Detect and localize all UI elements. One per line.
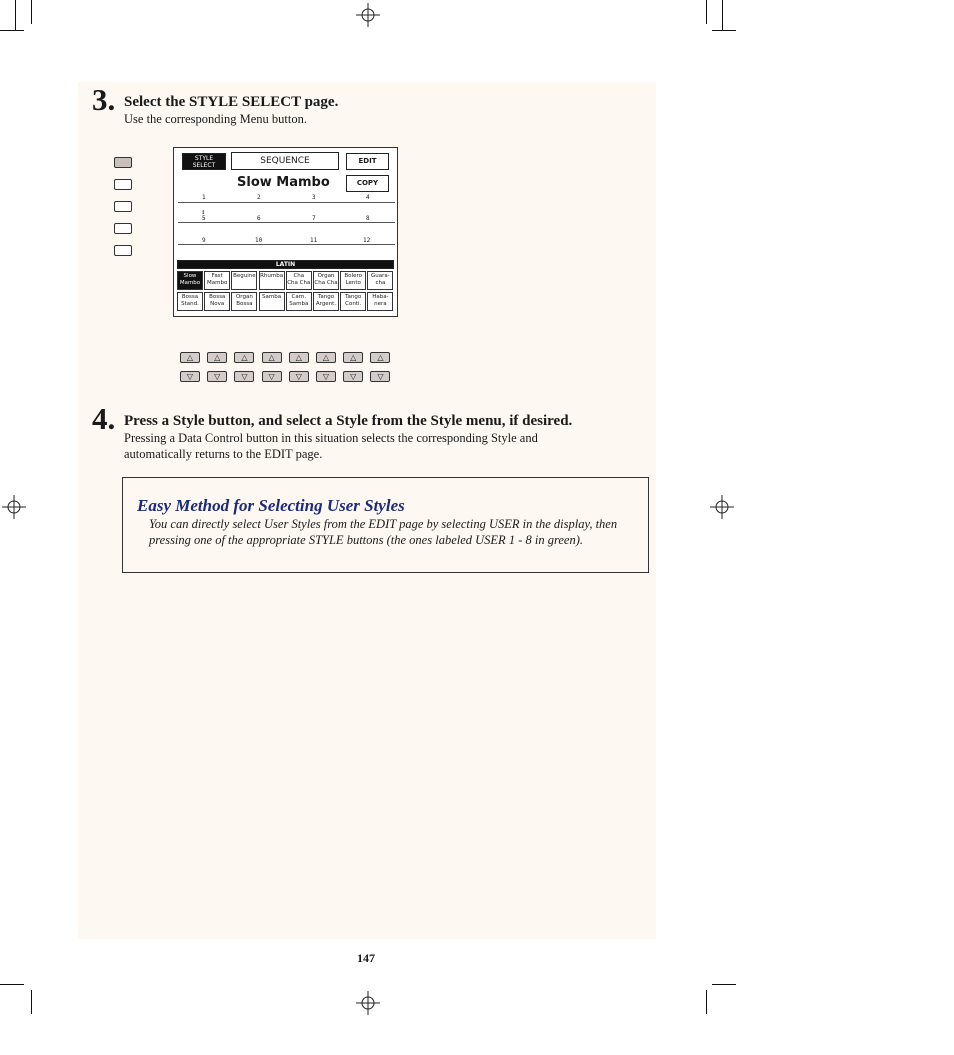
style-cell-line: Nova xyxy=(210,300,225,307)
registration-mark-icon xyxy=(356,3,380,27)
triangle-down-icon: ▽ xyxy=(214,372,221,381)
step-4-number: 4. xyxy=(92,401,116,436)
track-number: 2 xyxy=(257,194,261,201)
data-control-down-button[interactable] xyxy=(207,371,227,382)
style-cell[interactable] xyxy=(286,271,312,290)
menu-button-5[interactable] xyxy=(114,245,132,256)
style-cell[interactable] xyxy=(177,292,203,311)
triangle-up-icon: △ xyxy=(241,353,248,362)
style-cell-line: Bolero xyxy=(344,273,362,279)
track-number: 10 xyxy=(255,237,263,244)
style-cell-line: Cha Cha xyxy=(314,279,338,286)
style-cell-line: Argent. xyxy=(315,300,337,307)
style-cell[interactable] xyxy=(259,292,285,311)
style-select-label: SELECT xyxy=(192,162,216,169)
data-control-down-button[interactable] xyxy=(289,371,309,382)
style-cell-line: Organ xyxy=(317,273,335,279)
data-control-down-button[interactable] xyxy=(234,371,254,382)
triangle-down-icon: ▽ xyxy=(241,372,248,381)
style-cell-line: Fast xyxy=(211,273,223,279)
style-cell[interactable] xyxy=(231,271,257,290)
track-number: 5 xyxy=(202,215,206,222)
sequence-tab[interactable]: SEQUENCE xyxy=(231,152,339,170)
style-name: Slow Mambo xyxy=(237,175,330,190)
track-number: 4 xyxy=(366,194,370,201)
registration-mark-icon xyxy=(356,991,380,1015)
track-number: 6 xyxy=(257,215,261,222)
registration-mark-icon xyxy=(710,495,734,519)
data-control-down-button[interactable] xyxy=(370,371,390,382)
data-control-down-button[interactable] xyxy=(316,371,336,382)
triangle-down-icon: ▽ xyxy=(295,372,302,381)
easy-method-box xyxy=(122,477,649,573)
style-cell[interactable] xyxy=(204,292,230,311)
track-number: 1 xyxy=(202,194,206,201)
step-3-number: 3. xyxy=(92,82,116,117)
style-cell-line: Guara- xyxy=(371,273,390,279)
style-cell-line: Mambo xyxy=(207,279,228,286)
triangle-up-icon: △ xyxy=(214,353,221,362)
registration-mark-icon xyxy=(2,495,26,519)
style-cell-line: Beguine xyxy=(233,273,256,279)
style-cell[interactable] xyxy=(340,292,366,311)
triangle-up-icon: △ xyxy=(186,353,194,362)
step-4-body: Pressing a Data Control button in this situation selects the corresponding Style and automatically returns to the EDIT page. xyxy=(124,431,538,461)
style-cell-line: Organ xyxy=(235,294,253,300)
triangle-up-icon: △ xyxy=(377,353,384,362)
style-cell-line: Cha xyxy=(293,273,305,279)
cursor-arrow-icon: ↕ xyxy=(201,208,206,216)
triangle-up-icon: △ xyxy=(268,353,275,362)
triangle-up-icon: △ xyxy=(350,353,357,362)
style-cell[interactable] xyxy=(313,271,339,290)
category-bar: LATIN xyxy=(177,260,394,269)
lcd-display xyxy=(173,147,398,317)
copy-tab[interactable]: COPY xyxy=(346,175,389,192)
track-number: 7 xyxy=(312,215,316,222)
style-cell[interactable] xyxy=(286,292,312,311)
triangle-down-icon: ▽ xyxy=(186,372,194,381)
data-control-up-button[interactable] xyxy=(343,352,363,363)
style-cell-line: Bossa xyxy=(181,294,199,300)
data-control-down-button[interactable] xyxy=(262,371,282,382)
data-control-up-button[interactable] xyxy=(316,352,336,363)
data-control-down-button[interactable] xyxy=(180,371,200,382)
menu-button-2[interactable] xyxy=(114,179,132,190)
track-row-line xyxy=(178,202,395,203)
style-cell-line: Bossa xyxy=(209,294,226,300)
style-cell-line: Tango xyxy=(317,294,335,300)
style-cell[interactable] xyxy=(231,292,257,311)
triangle-down-icon: ▽ xyxy=(268,372,275,381)
style-cell-line: Stand. xyxy=(181,300,199,307)
data-control-down-button[interactable] xyxy=(343,371,363,382)
style-cell[interactable] xyxy=(259,271,285,290)
track-number: 8 xyxy=(366,215,370,222)
step-3-body: Use the corresponding Menu button. xyxy=(124,112,307,126)
triangle-up-icon: △ xyxy=(295,353,302,362)
data-control-up-button[interactable] xyxy=(180,352,200,363)
track-row-line xyxy=(178,222,395,223)
edit-tab[interactable]: EDIT xyxy=(346,153,389,170)
style-cell-line: nera xyxy=(374,300,387,307)
style-cell[interactable] xyxy=(340,271,366,290)
style-select-tab[interactable] xyxy=(182,153,226,170)
page-number: 147 xyxy=(357,951,375,965)
menu-button-4[interactable] xyxy=(114,223,132,234)
track-number: 12 xyxy=(363,237,371,244)
data-control-up-button[interactable] xyxy=(262,352,282,363)
track-number: 11 xyxy=(310,237,318,244)
style-cell[interactable] xyxy=(367,271,393,290)
easy-method-title: Easy Method for Selecting User Styles xyxy=(137,496,405,515)
style-cell-line: Tango xyxy=(345,294,362,300)
triangle-up-icon: △ xyxy=(322,353,330,362)
track-row-line xyxy=(178,244,395,245)
style-cell-line: Conti. xyxy=(345,300,362,307)
style-cell-line: Carn. xyxy=(291,294,307,300)
style-cell-line: Slow xyxy=(183,273,197,279)
data-control-up-button[interactable] xyxy=(234,352,254,363)
track-number: 3 xyxy=(312,194,316,201)
style-cell-line: cha xyxy=(375,279,386,286)
style-cell-line: Lento xyxy=(345,279,361,286)
style-cell-line: Cha Cha xyxy=(287,279,311,286)
track-number: 9 xyxy=(202,237,206,244)
triangle-down-icon: ▽ xyxy=(322,372,330,381)
style-cell[interactable] xyxy=(313,292,339,311)
style-select-label: STYLE xyxy=(194,155,214,162)
menu-button-1[interactable] xyxy=(114,157,132,168)
style-cell[interactable] xyxy=(204,271,230,290)
triangle-down-icon: ▽ xyxy=(350,372,357,381)
data-control-up-button[interactable] xyxy=(207,352,227,363)
style-cell-line: Samba xyxy=(289,300,309,307)
triangle-down-icon: ▽ xyxy=(377,372,384,381)
data-control-up-button[interactable] xyxy=(370,352,390,363)
style-cell-line: Bossa xyxy=(236,300,253,307)
easy-method-body: You can directly select User Styles from the EDIT page by selecting USER in the display, then pressing one of the appropriate STYLE buttons (the ones labeled USER 1 - 8 in green). xyxy=(149,517,618,547)
style-cell-line: Samba xyxy=(262,294,282,300)
data-control-up-button[interactable] xyxy=(289,352,309,363)
step-3-title: Select the STYLE SELECT page. xyxy=(124,94,339,110)
style-cell-line: Rhumba xyxy=(260,273,284,279)
style-cell[interactable] xyxy=(367,292,393,311)
style-cell[interactable] xyxy=(177,271,203,290)
style-cell-line: Haba- xyxy=(372,294,389,300)
step-4-title: Press a Style button, and select a Style from the Style menu, if desired. xyxy=(124,413,573,429)
menu-button-3[interactable] xyxy=(114,201,132,212)
style-cell-line: Mambo xyxy=(179,279,201,286)
